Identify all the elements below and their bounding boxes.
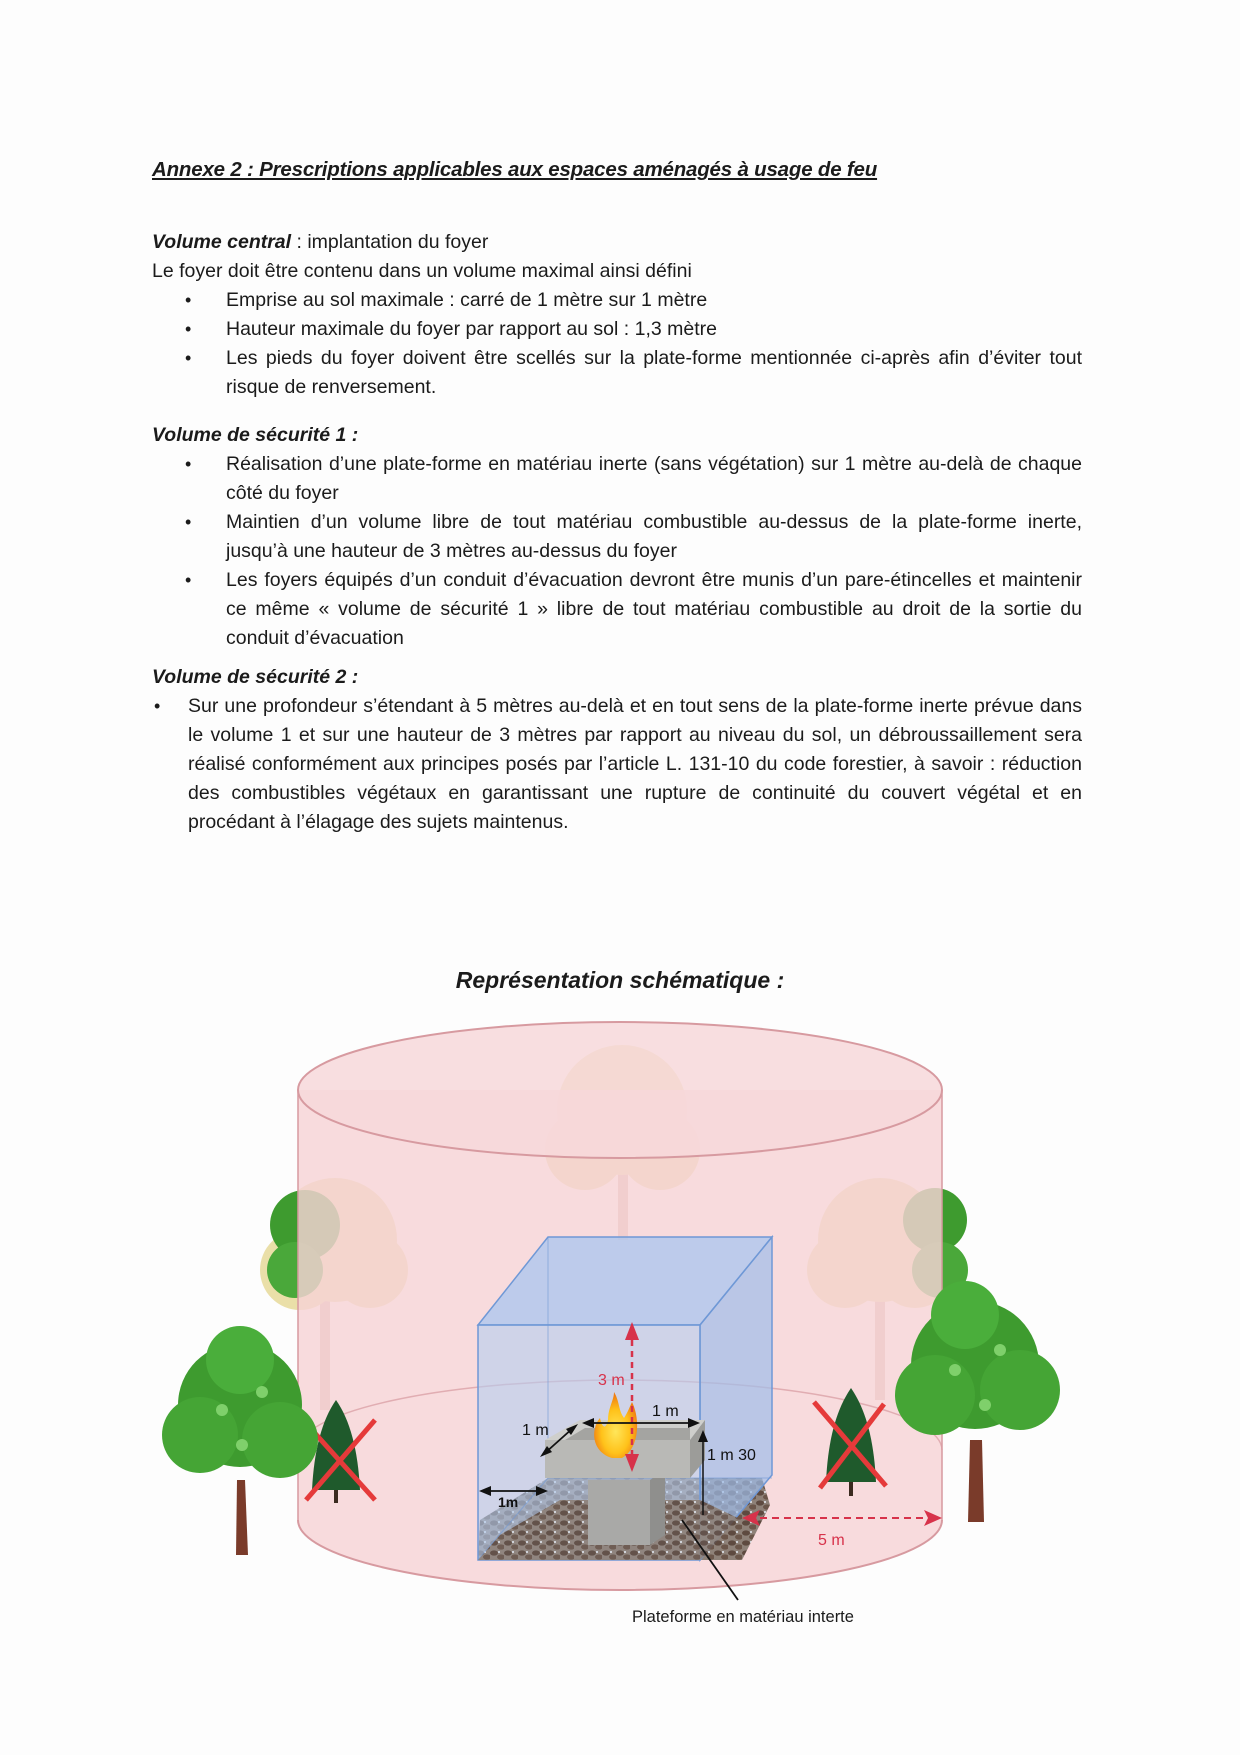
annex-title: Annexe 2 : Prescriptions applicables aux espaces aménagés à usage de feu	[152, 158, 878, 181]
list-item-text: Emprise au sol maximale : carré de 1 mètre sur 1 mètre	[226, 289, 708, 311]
label-platform-1m: 1m	[498, 1494, 519, 1510]
bullet-icon: •	[185, 454, 192, 474]
label-5m: 5 m	[818, 1532, 845, 1549]
diagram-title: Représentation schématique :	[455, 967, 785, 993]
bullet-icon: •	[154, 696, 161, 716]
label-3m: 3 m	[598, 1372, 625, 1389]
label-1m-width: 1 m	[652, 1403, 679, 1420]
list-item-text: Hauteur maximale du foyer par rapport au sol : 1,3 mètre	[226, 318, 717, 340]
bullet-icon: •	[185, 348, 192, 368]
list-item-text: Sur une profondeur s’étendant à 5 mètres au-delà et en tout sens de la plate-forme inerte prévue dans le volume 1 et sur une hauteur de 3 mètres par rapport au niveau du sol, un débroussaillement sera réalisé conformément aux principes posés par l’article L. 131-10 du code forestier, à savoir : réduction des combustibles végétaux en garantissant une rupture de continuité du couvert végétal et en procédant à l’élagage des sujets maintenus.	[188, 695, 1082, 833]
list-item-text: Les foyers équipés d’un conduit d’évacuation devront être munis d’un pare-étincelles et maintenir ce même « volume de sécurité 1 » libre de tout matériau combustible au droit de la sortie du conduit d’évacuation	[226, 569, 1082, 649]
central-intro: Le foyer doit être contenu dans un volume maximal ainsi défini	[152, 260, 692, 282]
list-item-text: Réalisation d’une plate-forme en matériau inerte (sans végétation) sur 1 mètre au-delà de chaque côté du foyer	[226, 453, 1082, 504]
bullet-icon: •	[185, 570, 192, 590]
bullet-icon: •	[185, 290, 192, 310]
bullet-icon: •	[185, 512, 192, 532]
list-item-text: Maintien d’un volume libre de tout matériau combustible au-dessus de la plate-forme inerte, jusqu’à une hauteur de 3 mètres au-dessus du foyer	[226, 511, 1082, 562]
list-item-text: Les pieds du foyer doivent être scellés sur la plate-forme mentionnée ci-après afin d’éviter tout risque de renversement.	[226, 347, 1082, 398]
security1-heading: Volume de sécurité 1 :	[152, 424, 359, 446]
central-heading: Volume central	[152, 231, 292, 253]
label-1m-depth: 1 m	[522, 1422, 549, 1439]
bullet-icon: •	[185, 319, 192, 339]
tree-icon	[162, 1326, 318, 1555]
central-heading-suffix: : implantation du foyer	[291, 231, 489, 253]
security2-heading: Volume de sécurité 2 :	[152, 666, 359, 688]
platform-caption: Plateforme en matériau interte	[632, 1608, 854, 1626]
label-1m30: 1 m 30	[707, 1447, 756, 1464]
